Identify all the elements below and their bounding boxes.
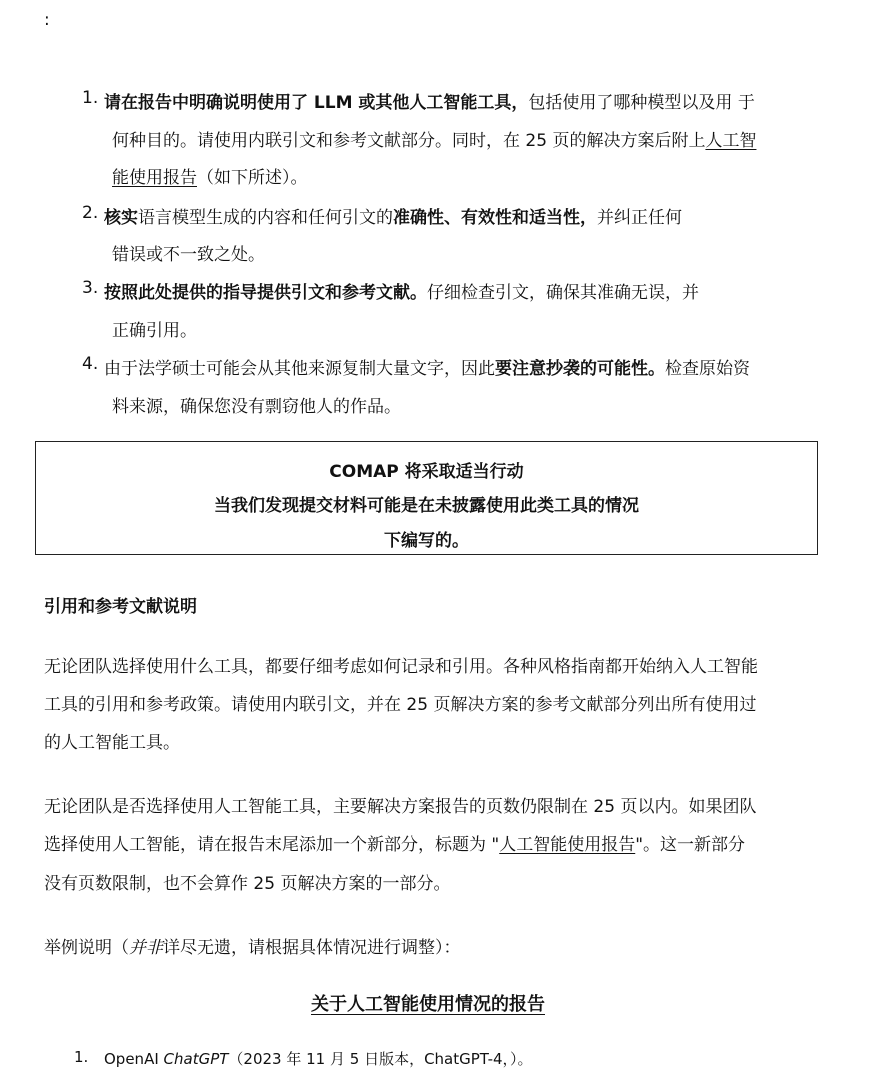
list-item-text: 何种目的。请使用内联引文和参考文献部分。同时，在 25 页的解决方案后附上 xyxy=(112,131,706,151)
list-number: 1. xyxy=(82,88,99,108)
example-italic: 并非 xyxy=(129,938,163,958)
list-item-bold: 核实 xyxy=(104,208,138,228)
report-item-number: 1. xyxy=(74,1048,89,1066)
list-item-text: 正确引用。 xyxy=(112,321,197,341)
report-title: 关于人工智能使用情况的报告 xyxy=(311,994,545,1015)
list-number: 3. xyxy=(82,278,99,298)
list-item-text: 语言模型生成的内容和任何引文的 xyxy=(138,208,393,228)
page-top-mark: : xyxy=(44,10,50,30)
paragraph-line: "。这一新部分 xyxy=(635,835,746,855)
ai-report-title-ref: 人工智能使用报告 xyxy=(499,835,636,855)
paragraph-line: 的人工智能工具。 xyxy=(44,733,180,753)
paragraph-line: 没有页数限制，也不会算作 25 页解决方案的一部分。 xyxy=(44,874,451,894)
notice-line: COMAP 将采取适当行动 xyxy=(329,462,524,482)
notice-line: 当我们发现提交材料可能是在未披露使用此类工具的情况 xyxy=(214,496,639,516)
list-item-bold: 要注意抄袭的可能性。 xyxy=(495,359,665,379)
list-item-text: 料来源，确保您没有剽窃他人的作品。 xyxy=(112,397,401,417)
list-number: 2. xyxy=(82,203,99,223)
notice-box xyxy=(35,441,818,555)
chatgpt-name: ChatGPT xyxy=(163,1050,229,1068)
notice-line: 下编写的。 xyxy=(384,531,469,551)
ai-report-link: 人工智 xyxy=(705,131,757,151)
list-item-text: 仔细检查引文，确保其准确无误，并 xyxy=(427,283,699,303)
list-number: 4. xyxy=(82,354,99,374)
report-item: OpenAI ChatGPT（2023 年 11 月 5 日版本，ChatGPT-4，）。 xyxy=(104,1050,533,1068)
paragraph-line: 无论团队是否选择使用人工智能工具，主要解决方案报告的页数仍限制在 25 页以内。如果团队 xyxy=(44,797,757,817)
example-intro: 举例说明（并非详尽无遗，请根据具体情况进行调整）： xyxy=(44,938,461,958)
list-item-text: 检查原始资 xyxy=(665,359,750,379)
paragraph-line: 选择使用人工智能，请在报告末尾添加一个新部分，标题为 " xyxy=(44,835,500,855)
paragraph-line: 无论团队选择使用什么工具，都要仔细考虑如何记录和引用。各种风格指南都开始纳入人工智能 xyxy=(44,657,758,677)
list-item-text: 包括使用了哪种模型以及用 于 xyxy=(528,93,755,113)
list-item-text: 错误或不一致之处。 xyxy=(112,245,265,265)
section-heading: 引用和参考文献说明 xyxy=(44,597,197,617)
list-item-text: 并纠正任何 xyxy=(597,208,682,228)
list-item-text: （如下所述）。 xyxy=(197,168,308,188)
ai-report-link-cont: 能使用报告 xyxy=(112,168,197,188)
list-item-bold: 按照此处提供的指导提供引文和参考文献。 xyxy=(104,283,427,303)
list-item-bold: 请在报告中明确说明使用了 LLM 或其他人工智能工具， xyxy=(104,93,529,113)
list-item-text: 由于法学硕士可能会从其他来源复制大量文字，因此 xyxy=(104,359,495,379)
list-item-bold: 准确性、有效性和适当性， xyxy=(393,208,597,228)
paragraph-line: 工具的引用和参考政策。请使用内联引文，并在 25 页解决方案的参考文献部分列出所有使用过 xyxy=(44,695,757,715)
